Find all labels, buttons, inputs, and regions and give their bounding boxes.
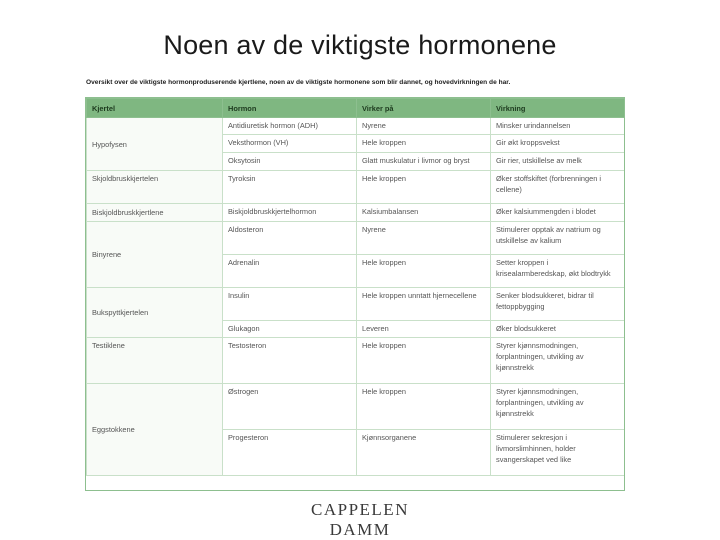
effect-cell: Gir økt kroppsvekst <box>491 135 625 153</box>
hormone-cell: Veksthormon (VH) <box>223 135 357 153</box>
effect-cell: Stimulerer opptak av natrium og utskillelse av kalium <box>491 222 625 255</box>
effect-cell: Gir rier, utskillelse av melk <box>491 153 625 171</box>
target-cell: Glatt muskulatur i livmor og bryst <box>357 153 491 171</box>
hormone-cell: Glukagon <box>223 321 357 338</box>
gland-skjoldbruskkjertelen: Skjoldbruskkjertelen <box>87 171 223 204</box>
hormone-cell: Insulin <box>223 288 357 321</box>
effect-cell: Øker kalsiummengden i blodet <box>491 204 625 222</box>
table-row <box>87 288 625 321</box>
target-cell: Leveren <box>357 321 491 338</box>
table-row <box>87 171 625 204</box>
gland-binyrene: Binyrene <box>87 222 223 288</box>
hormone-cell: Testosteron <box>223 338 357 384</box>
table-row <box>87 384 625 430</box>
target-cell: Hele kroppen <box>357 135 491 153</box>
publisher-logo: CAPPELEN DAMM <box>311 500 409 539</box>
gland-hypofysen: Hypofysen <box>87 118 223 171</box>
target-cell: Hele kroppen <box>357 255 491 288</box>
hormone-cell: Biskjoldbruskkjertelhormon <box>223 204 357 222</box>
effect-cell: Stimulerer sekresjon i livmorslimhinnen, holder svangerskapet ved like <box>491 430 625 476</box>
header-hormon: Hormon <box>223 99 357 118</box>
target-cell: Kjønnsorganene <box>357 430 491 476</box>
target-cell: Hele kroppen <box>357 338 491 384</box>
gland-biskjoldbruskkjertlene: Biskjoldbruskkjertlene <box>87 204 223 222</box>
hormone-cell: Tyroksin <box>223 171 357 204</box>
header-virker-pa: Virker på <box>357 99 491 118</box>
slide-title: Noen av de viktigste hormonene <box>163 30 557 60</box>
table-row <box>87 204 625 222</box>
effect-cell: Setter kroppen i krisealarmberedskap, økt blodtrykk <box>491 255 625 288</box>
hormone-cell: Østrogen <box>223 384 357 430</box>
hormone-cell: Progesteron <box>223 430 357 476</box>
target-cell: Hele kroppen <box>357 384 491 430</box>
table-row <box>87 338 625 384</box>
hormone-cell: Aldosteron <box>223 222 357 255</box>
header-kjertel: Kjertel <box>87 99 223 118</box>
target-cell: Nyrene <box>357 222 491 255</box>
hormone-cell: Antidiuretisk hormon (ADH) <box>223 118 357 135</box>
effect-cell: Senker blodsukkeret, bidrar til fettoppbygging <box>491 288 625 321</box>
header-virkning: Virkning <box>491 99 625 118</box>
target-cell: Nyrene <box>357 118 491 135</box>
effect-cell: Styrer kjønnsmodningen, forplantningen, utvikling av kjønnstrekk <box>491 384 625 430</box>
gland-testiklene: Testiklene <box>87 338 223 384</box>
gland-eggstokkene: Eggstokkene <box>87 384 223 476</box>
table-caption: Oversikt over de viktigste hormonproduserende kjertlene, noen av de viktigste hormonene som blir dannet, og hovedvirkningen de har. <box>86 79 511 86</box>
effect-cell: Minsker urindannelsen <box>491 118 625 135</box>
target-cell: Kalsiumbalansen <box>357 204 491 222</box>
table-row <box>87 222 625 255</box>
hormone-table <box>86 98 625 476</box>
effect-cell: Øker stoffskiftet (forbrenningen i cellene) <box>491 171 625 204</box>
gland-bukspyttkjertelen: Bukspyttkjertelen <box>87 288 223 338</box>
target-cell: Hele kroppen unntatt hjernecellene <box>357 288 491 321</box>
table-row <box>87 118 625 135</box>
target-cell: Hele kroppen <box>357 171 491 204</box>
table-header-row <box>87 99 625 118</box>
hormone-cell: Oksytosin <box>223 153 357 171</box>
hormone-cell: Adrenalin <box>223 255 357 288</box>
effect-cell: Styrer kjønnsmodningen, forplantningen, utvikling av kjønnstrekk <box>491 338 625 384</box>
effect-cell: Øker blodsukkeret <box>491 321 625 338</box>
